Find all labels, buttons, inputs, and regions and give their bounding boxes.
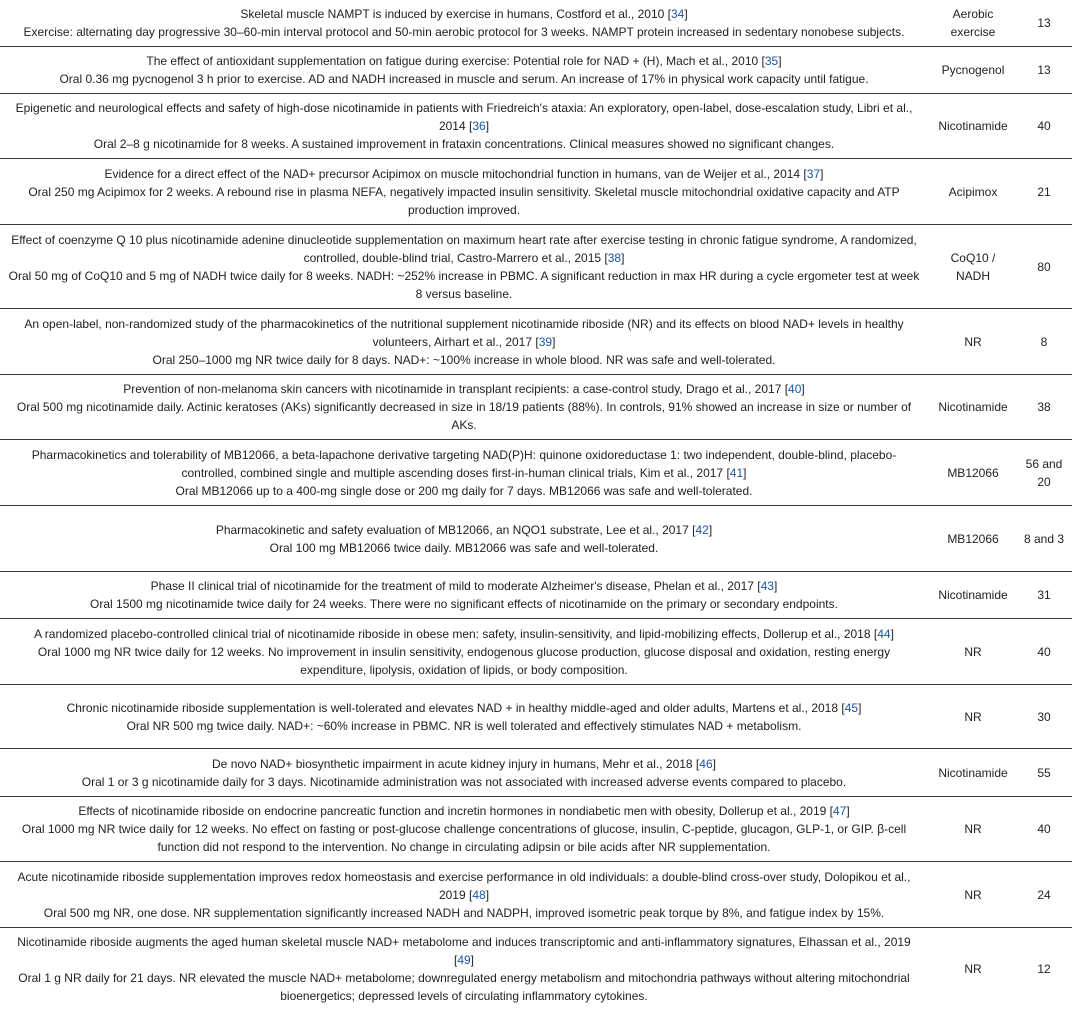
supplement-cell: Nicotinamide: [930, 375, 1016, 440]
study-detail: Oral 50 mg of CoQ10 and 5 mg of NADH twice daily for 8 weeks. NADH: ~252% increase in PBMC. A significant reduction in max HR during a cycle ergometer test at week 8 versus baseline.: [6, 267, 922, 303]
table-row: [0, 797, 1072, 862]
study-cell: [0, 309, 930, 375]
table-row: [0, 572, 1072, 619]
study-title: Chronic nicotinamide riboside supplementation is well-tolerated and elevates NAD + in healthy middle-aged and older adults, Martens et al., 2018 [45]: [6, 699, 922, 717]
n-cell: 30: [1016, 685, 1072, 749]
table-row: [0, 159, 1072, 225]
reference-link[interactable]: 42: [695, 523, 708, 537]
table-row: [0, 749, 1072, 797]
supplement-cell: CoQ10 / NADH: [930, 225, 1016, 309]
reference-link[interactable]: 36: [472, 119, 485, 133]
study-cell: [0, 572, 930, 619]
table-row: [0, 685, 1072, 749]
reference-link[interactable]: 43: [761, 579, 774, 593]
n-cell: 31: [1016, 572, 1072, 619]
supplement-cell: Nicotinamide: [930, 749, 1016, 797]
study-detail: Oral 250 mg Acipimox for 2 weeks. A rebound rise in plasma NEFA, negatively impacted insulin sensitivity. Skeletal muscle mitochondrial oxidative capacity and ATP production improved.: [6, 183, 922, 219]
supplement-cell: NR: [930, 309, 1016, 375]
supplement-cell: Pycnogenol: [930, 47, 1016, 94]
table-row: [0, 225, 1072, 309]
study-title: Acute nicotinamide riboside supplementation improves redox homeostasis and exercise performance in old individuals: a double-blind cross-over study, Dolopikou et al., 2019 [48]: [6, 868, 922, 904]
n-cell: 8 and 3: [1016, 506, 1072, 572]
table-row: [0, 375, 1072, 440]
n-cell: 40: [1016, 94, 1072, 159]
study-cell: [0, 375, 930, 440]
study-cell: [0, 619, 930, 685]
reference-link[interactable]: 34: [671, 7, 684, 21]
study-detail: Oral 1 g NR daily for 21 days. NR elevated the muscle NAD+ metabolome; downregulated energy metabolism and mitochondria pathways without altering mitochondrial bioenergetics; depressed levels of circulating inflammatory cytokines.: [6, 969, 922, 1005]
reference-link[interactable]: 38: [608, 251, 621, 265]
reference-link[interactable]: 37: [807, 167, 820, 181]
study-title: De novo NAD+ biosynthetic impairment in acute kidney injury in humans, Mehr et al., 2018 [46]: [6, 755, 922, 773]
table-row: [0, 506, 1072, 572]
study-cell: [0, 797, 930, 862]
study-detail: Oral 0.36 mg pycnogenol 3 h prior to exercise. AD and NADH increased in muscle and serum. An increase of 17% in physical work capacity until fatigue.: [6, 70, 922, 88]
n-cell: 21: [1016, 159, 1072, 225]
supplement-cell: NR: [930, 685, 1016, 749]
study-detail: Exercise: alternating day progressive 30–60-min interval protocol and 50-min aerobic protocol for 3 weeks. NAMPT protein increased in sedentary nonobese subjects.: [6, 23, 922, 41]
study-title: Prevention of non-melanoma skin cancers with nicotinamide in transplant recipients: a case-control study, Drago et al., 2017 [40]: [6, 380, 922, 398]
n-cell: 40: [1016, 619, 1072, 685]
reference-link[interactable]: 39: [539, 335, 552, 349]
study-title: Evidence for a direct effect of the NAD+ precursor Acipimox on muscle mitochondrial function in humans, van de Weijer et al., 2014 [37]: [6, 165, 922, 183]
study-cell: [0, 225, 930, 309]
n-cell: 24: [1016, 862, 1072, 928]
reference-link[interactable]: 45: [845, 701, 858, 715]
n-cell: 13: [1016, 47, 1072, 94]
study-detail: Oral 1000 mg NR twice daily for 12 weeks. No improvement in insulin sensitivity, endogenous glucose production, glucose disposal and oxidation, resting energy expenditure, lipolysis, oxidation of lipids, or body composition.: [6, 643, 922, 679]
study-cell: [0, 94, 930, 159]
study-title: Phase II clinical trial of nicotinamide for the treatment of mild to moderate Alzheimer's disease, Phelan et al., 2017 [43]: [6, 577, 922, 595]
supplement-cell: MB12066: [930, 440, 1016, 506]
study-detail: Oral 1500 mg nicotinamide twice daily for 24 weeks. There were no significant effects of nicotinamide on the primary or secondary endpoints.: [6, 595, 922, 613]
supplement-cell: MB12066: [930, 506, 1016, 572]
supplement-cell: NR: [930, 797, 1016, 862]
study-title: Effect of coenzyme Q 10 plus nicotinamide adenine dinucleotide supplementation on maximum heart rate after exercise testing in chronic fatigue syndrome, A randomized, controlled, double-blind trial, Castro-Marrero et al., 2015 [38]: [6, 231, 922, 267]
n-cell: 38: [1016, 375, 1072, 440]
supplement-cell: Aerobic exercise: [930, 0, 1016, 47]
study-detail: Oral 1 or 3 g nicotinamide daily for 3 days. Nicotinamide administration was not associated with increased adverse events compared to placebo.: [6, 773, 922, 791]
study-detail: Oral 2–8 g nicotinamide for 8 weeks. A sustained improvement in frataxin concentrations. Clinical measures showed no significant changes.: [6, 135, 922, 153]
study-detail: Oral 500 mg NR, one dose. NR supplementation significantly increased NADH and NADPH, improved isometric peak torque by 8%, and fatigue index by 15%.: [6, 904, 922, 922]
n-cell: 56 and 20: [1016, 440, 1072, 506]
study-title: A randomized placebo-controlled clinical trial of nicotinamide riboside in obese men: safety, insulin-sensitivity, and lipid-mobilizing effects, Dollerup et al., 2018 [44]: [6, 625, 922, 643]
study-title: Epigenetic and neurological effects and safety of high-dose nicotinamide in patients with Friedreich's ataxia: An exploratory, open-label, dose-escalation study, Libri et al., 2014 [36]: [6, 99, 922, 135]
study-title: Nicotinamide riboside augments the aged human skeletal muscle NAD+ metabolome and induces transcriptomic and anti-inflammatory signatures, Elhassan et al., 2019 [49]: [6, 933, 922, 969]
supplement-cell: NR: [930, 862, 1016, 928]
reference-link[interactable]: 44: [877, 627, 890, 641]
study-detail: Oral 250–1000 mg NR twice daily for 8 days. NAD+: ~100% increase in whole blood. NR was safe and well-tolerated.: [6, 351, 922, 369]
supplement-cell: Nicotinamide: [930, 94, 1016, 159]
study-detail: Oral MB12066 up to a 400-mg single dose or 200 mg daily for 7 days. MB12066 was safe and well-tolerated.: [6, 482, 922, 500]
table-row: [0, 619, 1072, 685]
reference-link[interactable]: 48: [472, 888, 485, 902]
reference-link[interactable]: 49: [457, 953, 470, 967]
study-cell: [0, 159, 930, 225]
study-title: The effect of antioxidant supplementation on fatigue during exercise: Potential role for NAD + (H), Mach et al., 2010 [35]: [6, 52, 922, 70]
table-row: [0, 309, 1072, 375]
study-cell: [0, 440, 930, 506]
study-title: Skeletal muscle NAMPT is induced by exercise in humans, Costford et al., 2010 [34]: [6, 5, 922, 23]
study-detail: Oral 100 mg MB12066 twice daily. MB12066 was safe and well-tolerated.: [6, 539, 922, 557]
supplement-cell: NR: [930, 928, 1016, 1010]
study-cell: [0, 685, 930, 749]
supplement-cell: Nicotinamide: [930, 572, 1016, 619]
study-cell: [0, 47, 930, 94]
n-cell: 55: [1016, 749, 1072, 797]
reference-link[interactable]: 35: [765, 54, 778, 68]
study-detail: Oral NR 500 mg twice daily. NAD+: ~60% increase in PBMC. NR is well tolerated and effectively stimulates NAD + metabolism.: [6, 717, 922, 735]
n-cell: 13: [1016, 0, 1072, 47]
reference-link[interactable]: 40: [788, 382, 801, 396]
reference-link[interactable]: 46: [699, 757, 712, 771]
supplement-cell: NR: [930, 619, 1016, 685]
study-cell: [0, 749, 930, 797]
study-title: Pharmacokinetics and tolerability of MB12066, a beta-lapachone derivative targeting NAD(P)H: quinone oxidoreductase 1: two independent, double-blind, placebo-controlled, combined single and multiple ascending doses first-in-human clinical trials, Kim et al., 2017 [41]: [6, 446, 922, 482]
n-cell: 80: [1016, 225, 1072, 309]
reference-link[interactable]: 47: [833, 804, 846, 818]
reference-link[interactable]: 41: [730, 466, 743, 480]
study-cell: [0, 862, 930, 928]
n-cell: 12: [1016, 928, 1072, 1010]
table-row: [0, 47, 1072, 94]
table-row: [0, 862, 1072, 928]
study-title: Effects of nicotinamide riboside on endocrine pancreatic function and incretin hormones in nondiabetic men with obesity, Dollerup et al., 2019 [47]: [6, 802, 922, 820]
study-cell: [0, 0, 930, 47]
table-row: [0, 94, 1072, 159]
table-row: [0, 0, 1072, 47]
study-title: Pharmacokinetic and safety evaluation of MB12066, an NQO1 substrate, Lee et al., 2017 [42]: [6, 521, 922, 539]
study-detail: Oral 500 mg nicotinamide daily. Actinic keratoses (AKs) significantly decreased in size in 18/19 patients (88%). In controls, 91% showed an increase in size or number of AKs.: [6, 398, 922, 434]
table-row: [0, 440, 1072, 506]
supplement-cell: Acipimox: [930, 159, 1016, 225]
study-cell: [0, 506, 930, 572]
study-title: An open-label, non-randomized study of the pharmacokinetics of the nutritional supplement nicotinamide riboside (NR) and its effects on blood NAD+ levels in healthy volunteers, Airhart et al., 2017 [39]: [6, 315, 922, 351]
n-cell: 40: [1016, 797, 1072, 862]
n-cell: 8: [1016, 309, 1072, 375]
study-detail: Oral 1000 mg NR twice daily for 12 weeks. No effect on fasting or post-glucose challenge concentrations of glucose, insulin, C-peptide, glucagon, GLP-1, or GIP. β-cell function did not respond to the intervention. No change in circulating adipsin or bile acids after NR supplementation.: [6, 820, 922, 856]
